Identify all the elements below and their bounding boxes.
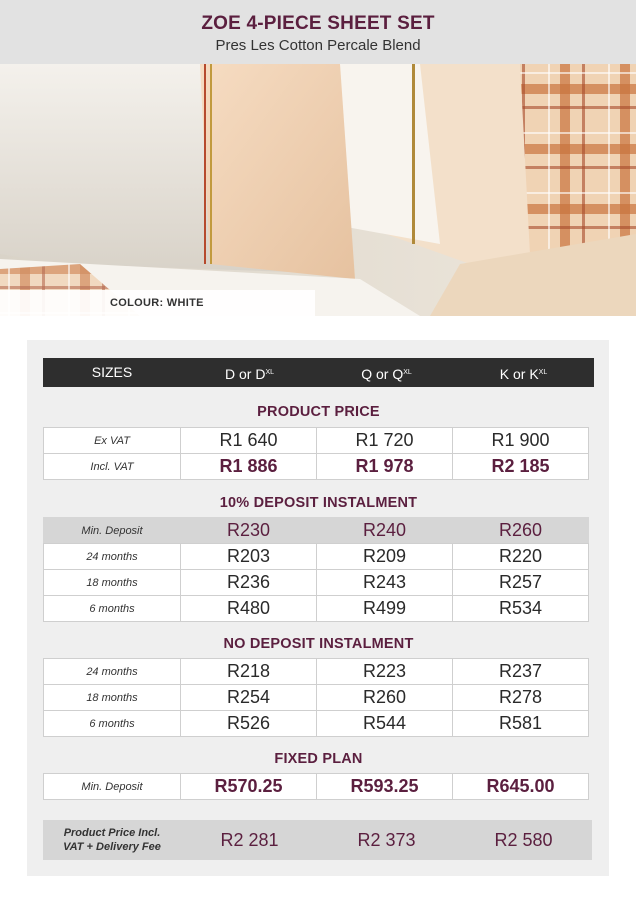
- table-row: [43, 453, 594, 479]
- price-cell: R1 900: [452, 427, 589, 454]
- row-label: 6 months: [43, 595, 181, 622]
- table-row: [43, 517, 594, 543]
- total-price-cell: R2 373: [318, 820, 455, 860]
- price-cell: R223: [316, 658, 453, 685]
- price-cell: R237: [452, 658, 589, 685]
- page-header: [0, 0, 636, 64]
- fixed-plan-title: FIXED PLAN: [274, 751, 363, 767]
- price-cell: R254: [180, 684, 317, 711]
- price-cell: R645.00: [452, 773, 589, 800]
- size-d-header: D or $D^{XL}$: [224, 366, 274, 382]
- row-label: 24 months: [43, 658, 181, 685]
- price-cell: R260: [316, 684, 453, 711]
- table-row: [43, 684, 594, 710]
- price-cell: R278: [452, 684, 589, 711]
- table-row: [43, 710, 594, 736]
- no-deposit-instalment-title: NO DEPOSIT INSTALMENT: [223, 636, 414, 652]
- price-cell: R260: [452, 517, 589, 544]
- price-cell: R2 185: [452, 453, 589, 480]
- deposit-instalment-title: 10% DEPOSIT INSTALMENT: [219, 495, 418, 511]
- price-cell: R1 720: [316, 427, 453, 454]
- total-price-cell: R2 580: [455, 820, 592, 860]
- row-label: 18 months: [43, 684, 181, 711]
- price-cell: R1 640: [180, 427, 317, 454]
- size-q-header: Q or $Q^{XL}$: [361, 366, 412, 382]
- total-row: [43, 820, 594, 860]
- price-cell: R480: [180, 595, 317, 622]
- sheet-set-illustration: [0, 64, 636, 316]
- sizes-header-row: [43, 358, 594, 387]
- price-cell: R236: [180, 569, 317, 596]
- price-cell: R203: [180, 543, 317, 570]
- price-cell: R1 978: [316, 453, 453, 480]
- price-cell: R526: [180, 710, 317, 737]
- sizes-header: SIZES: [91, 364, 133, 380]
- total-label: Product Price Incl. VAT + Delivery Fee: [43, 820, 181, 860]
- row-label: 24 months: [43, 543, 181, 570]
- colour-label: COLOUR: WHITE: [0, 290, 315, 316]
- product-title: ZOE 4-PIECE SHEET SET: [201, 13, 435, 34]
- price-cell: R257: [452, 569, 589, 596]
- row-label: Min. Deposit: [43, 517, 181, 544]
- table-row: [43, 773, 594, 799]
- price-cell: R243: [316, 569, 453, 596]
- row-label: 18 months: [43, 569, 181, 596]
- price-cell: R581: [452, 710, 589, 737]
- price-cell: R209: [316, 543, 453, 570]
- price-cell: R220: [452, 543, 589, 570]
- row-label: Min. Deposit: [43, 773, 181, 800]
- table-row: [43, 595, 594, 621]
- price-cell: R593.25: [316, 773, 453, 800]
- row-label: 6 months: [43, 710, 181, 737]
- product-subtitle: Pres Les Cotton Percale Blend: [215, 37, 421, 54]
- price-cell: R218: [180, 658, 317, 685]
- size-k-header: K or $K^{XL}$: [499, 366, 548, 382]
- total-price-cell: R2 281: [181, 820, 318, 860]
- row-label: Ex VAT: [43, 427, 181, 454]
- row-label: Incl. VAT: [43, 453, 181, 480]
- price-cell: R230: [180, 517, 317, 544]
- price-cell: R570.25: [180, 773, 317, 800]
- price-cell: R544: [316, 710, 453, 737]
- price-cell: R499: [316, 595, 453, 622]
- product-photo: [0, 64, 636, 316]
- table-row: [43, 543, 594, 569]
- table-row: [43, 658, 594, 684]
- price-cell: R240: [316, 517, 453, 544]
- table-row: [43, 427, 594, 453]
- price-cell: R534: [452, 595, 589, 622]
- price-cell: R1 886: [180, 453, 317, 480]
- table-row: [43, 569, 594, 595]
- product-price-title: PRODUCT PRICE: [257, 404, 380, 420]
